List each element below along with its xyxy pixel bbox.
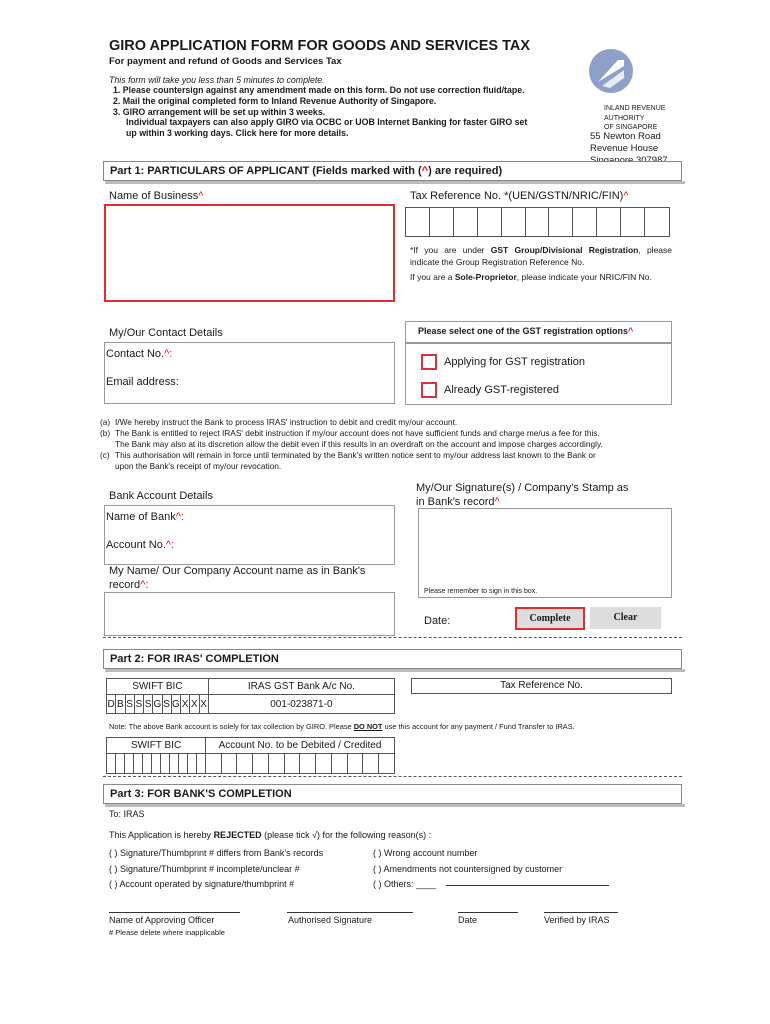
authorisation-clauses (100, 417, 685, 472)
reason-account-operated[interactable]: ( ) Account operated by signature/thumbprint # (109, 879, 295, 889)
bank-name-label: Name of Bank^: (106, 511, 184, 523)
signature-label: My/Our Signature(s) / Company's Stamp as in Bank's record^ (416, 482, 629, 508)
iras-bank-table: SWIFT BIC IRAS GST Bank A/c No. D B S S S G S G X X X 001-023871-0 (106, 678, 395, 714)
step-3-detail-1: Individual taxpayers can also apply GIRO via OCBC or UOB Internet Banking for faster GIRO set (126, 117, 528, 128)
approving-officer-label: Name of Approving Officer (109, 915, 215, 925)
iras-acct-value: 001-023871-0 (208, 695, 394, 714)
rejected-statement: This Application is hereby REJECTED (please tick √) for the following reason(s) : (109, 830, 432, 840)
signature-box[interactable] (418, 508, 672, 598)
reason-others[interactable]: ( ) Others: ____ (373, 879, 437, 889)
clause-c: (c) This authorisation will remain in force until terminated by the Bank's written notice sent to my/our address last known to the Bank or (100, 450, 596, 460)
part3-header: Part 3: FOR BANK'S COMPLETION (103, 784, 682, 804)
reason-wrong-account[interactable]: ( ) Wrong account number (373, 848, 478, 858)
step-1: 1. Please countersign against any amendment made on this form. Do not use correction fluid/tape. (113, 85, 525, 95)
iras-logo-icon (588, 48, 634, 94)
gst-option-header: Please select one of the GST registration options^ (405, 321, 672, 343)
account-no-input[interactable] (180, 537, 392, 553)
tax-reference-input[interactable] (405, 207, 670, 237)
form-title: GIRO APPLICATION FORM FOR GOODS AND SERVICES TAX (109, 38, 531, 54)
step-3: 3. GIRO arrangement will be set up within 3 weeks. (113, 106, 326, 117)
contact-no-input[interactable] (180, 346, 392, 362)
org-address: 55 Newton Road Revenue House (590, 131, 661, 154)
part1-divider (103, 637, 682, 638)
reason-signature-differs[interactable]: ( ) Signature/Thumbprint # differs from Bank's records (109, 848, 324, 858)
already-registered-checkbox[interactable] (421, 382, 437, 398)
step-3-detail-2[interactable]: up within 3 working days. Click here for more details. (126, 128, 349, 139)
part2-header: Part 2: FOR IRAS' COMPLETION (103, 649, 682, 669)
clause-b: (b) The Bank is entitled to reject IRAS' debit instruction if my/our account does not have sufficient funds and charge me/us a fee for this. (100, 428, 600, 438)
sole-proprietor-note: If you are a Sole-Proprietor, please indicate your NRIC/FIN No. (410, 272, 652, 282)
to-iras: To: IRAS (109, 809, 145, 819)
already-registered-label: Already GST-registered (444, 384, 559, 396)
footnote: # Please delete where inapplicable (109, 928, 225, 937)
sign-reminder: Please remember to sign in this box. (424, 588, 538, 595)
contact-no-label: Contact No.^: (106, 348, 173, 360)
part3-date-label: Date (458, 915, 478, 925)
business-name-label: Name of Business^ (109, 190, 204, 202)
complete-button[interactable]: Complete (515, 607, 585, 630)
applying-gst-label: Applying for GST registration (444, 356, 586, 368)
reason-signature-incomplete[interactable]: ( ) Signature/Thumbprint # incomplete/unclear # (109, 863, 300, 874)
tax-reference-label: Tax Reference No. *(UEN/GSTN/NRIC/FIN)^ (410, 190, 629, 202)
email-label: Email address: (106, 376, 179, 388)
form-subtitle: For payment and refund of Goods and Services Tax (109, 56, 342, 67)
account-no-label: Account No.^: (106, 539, 175, 551)
bank-name-input[interactable] (192, 509, 392, 525)
part1-header: Part 1: PARTICULARS OF APPLICANT (Fields marked with ( ^ ) are required) (103, 161, 682, 181)
swift-bic-label-2: SWIFT BIC (107, 738, 206, 754)
authorised-signature-label: Authorised Signature (288, 915, 373, 925)
account-name-label: My Name/ Our Company Account name as in Bank's record^: (109, 565, 366, 591)
applying-gst-checkbox[interactable] (421, 354, 437, 370)
iras-acct-label: IRAS GST Bank A/c No. (208, 679, 394, 695)
part2-taxref-label: Tax Reference No. (411, 678, 672, 694)
account-name-input[interactable] (104, 592, 395, 636)
debit-account-input-row[interactable] (107, 754, 395, 774)
bank-details-header: Bank Account Details (109, 490, 213, 502)
reasons-left (109, 846, 323, 893)
contact-details-header: My/Our Contact Details (109, 327, 223, 339)
others-line (446, 885, 609, 886)
org-name: INLAND REVENUE AUTHORITY OF SINGAPORE (604, 105, 666, 131)
signature-line-3 (458, 912, 518, 913)
date-label: Date: (424, 615, 451, 627)
part2-taxref-input[interactable] (411, 694, 672, 713)
group-registration-note: *If you are under GST Group/Divisional Registration, please indicate the Group Registration Reference No. (410, 245, 673, 267)
instruction-steps (113, 85, 573, 139)
debit-account-table (106, 737, 395, 774)
verified-by-label: Verified by IRAS (544, 915, 610, 925)
date-input[interactable] (458, 612, 510, 630)
reason-amendments[interactable]: ( ) Amendments not countersigned by customer (373, 863, 563, 874)
part2-note: Note: The above Bank account is solely for tax collection by GIRO. Please DO NOT use this account for any payment / Fund Transfer to IRAS. (109, 722, 575, 731)
clause-c-cont: upon the Bank's receipt of my/our revocation. (115, 461, 282, 471)
signature-line-2 (287, 912, 413, 913)
email-input[interactable] (185, 374, 392, 390)
clear-button[interactable]: Clear (590, 607, 661, 629)
step-2: 2. Mail the original completed form to Inland Revenue Authority of Singapore. (113, 95, 437, 106)
part2-divider (103, 776, 682, 777)
clause-b-cont: The Bank may also at its discretion allow the debit even if this results in an overdraft on the account and impose charges accordingly. (115, 439, 603, 449)
swift-bic-label: SWIFT BIC (107, 679, 209, 695)
business-name-input[interactable] (104, 204, 395, 302)
intro-text: This form will take you less than 5 minutes to complete. (109, 75, 325, 85)
clause-a: (a) I/We hereby instruct the Bank to process IRAS' instruction to debit and credit my/our account. (100, 417, 458, 427)
signature-line-1 (109, 912, 240, 913)
signature-line-4 (544, 912, 618, 913)
account-debit-label: Account No. to be Debited / Credited (206, 738, 395, 754)
